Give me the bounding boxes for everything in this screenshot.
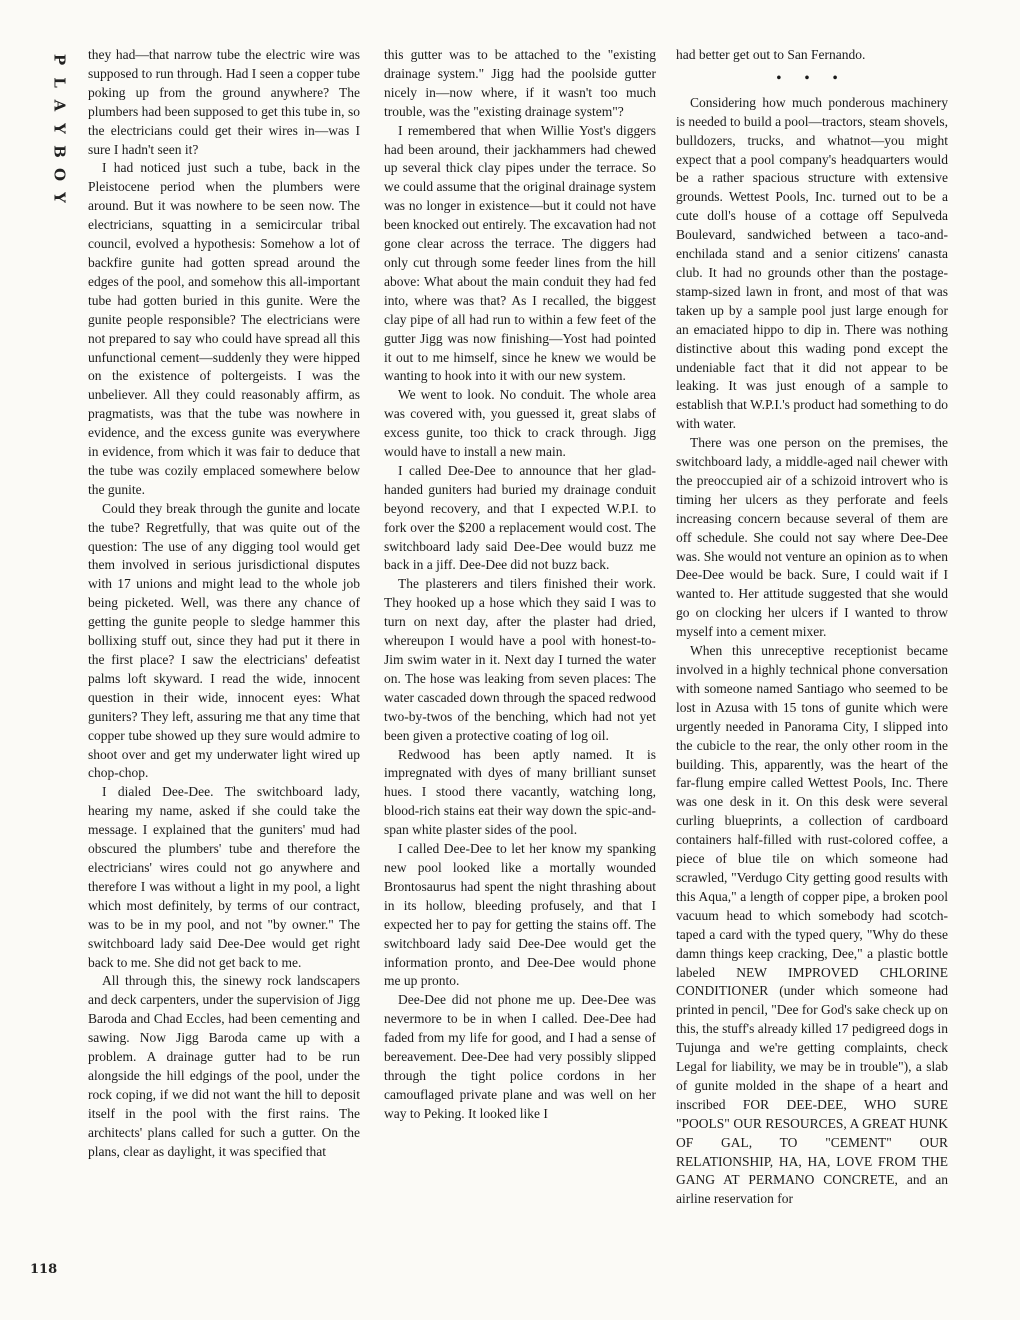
paragraph: I called Dee-Dee to announce that her glad-handed guniters had buried my drainage conduit beyond recovery, and that I expected W.P.I. to fork over the $200 a replacement would cost. The switchboard lady said Dee-Dee would buzz me back in a jiff. Dee-Dee did not buzz back. [384,462,656,573]
paragraph: Dee-Dee did not phone me up. Dee-Dee was nevermore to be in when I called. Dee-Dee had faded from my life for good, and I had a sense of bereavement. Dee-Dee had very possibly slipped through the tight police cordons in her camouflaged private plane and was well on her way to Peking. It looked like I [384,992,656,1121]
paragraph: Could they break through the gunite and locate the tube? Regretfully, that was quite out of the question: The use of any digging tool would get them involved in serious jurisdictional disputes with 17 unions and might lead to the whole job being picketed. Well, was there any chance of getting the gunite people to sledge hammer this bollixing stuff out, since they had put it there in the first place? I saw the electricians' defeatist palms loft skyward. I read the wide, innocent question in their wide, innocent eyes: What guniters? They left, assuring me that any time that copper tube showed up they sure would admire to shoot over and get my underwater light wired up chop-chop. [88,500,360,781]
paragraph: had better get out to San Fernando. [676,47,866,62]
paragraph: I had noticed just such a tube, back in the Pleistocene period when the plumbers were around. But it was nowhere to be seen now. The electricians, squatting in a semicircular tribal council, evolved a hypothesis: Somehow a lot of backfire gunite had gotten spread around the edges of the pool, and somehow this all-important tube had gotten buried in this gunite. Were the gunite people responsible? The electricians were not prepared to say who could have spread all this unfunctional cement—suddenly they were hipped on the existence of poltergeists. I was the unbeliever. All they could reasonably affirm, as pragmatists, was that the tube was nowhere in evidence, and the excess gunite was everywhere in evidence, from which it was fair to deduce that the tube was cozily emplaced somewhere below the gunite. [88,160,360,497]
running-head-letter: Y [50,123,69,134]
running-head-letter: O [50,167,69,182]
text-column-1 [88,46,360,1286]
text-column-2 [384,46,656,1286]
running-head-letter: Y [50,192,69,203]
paragraph: they had—that narrow tube the electric wire was supposed to run through. Had I seen a copper tube poking up from the ground anywhere? The plumbers had been supposed to get this tube in, so the electricians could get their wires in—was I sure I hadn't seen it? [88,47,360,157]
running-head-letter: P [50,53,69,66]
paragraph: All through this, the sinewy rock landscapers and deck carpenters, under the supervision of Jigg Baroda and Chad Eccles, had been cementing and sawing. Now Jigg Baroda came up with a problem. A drainage gutter had to be run alongside the hill edgings of the pool, under the rock coping, if we did not want the hill to deposit itself in the pool with the first rains. The architects' plans called for such a gutter. On the plans, clear as daylight, it was specified that [88,973,360,1159]
running-head-letter: L [50,77,69,88]
paragraph: Redwood has been aptly named. It is impregnated with dyes of many brilliant sunset hues. I stood there vacantly, watching long, blood-rich stains eat their way down the spic-and-span white plaster sides of the pool. [384,746,656,838]
page-number: 118 [30,1262,58,1277]
paragraph: We went to look. No conduit. The whole area was covered with, you guessed it, great slabs of excess gunite, too thick to crack through. Jigg would have to install a new main. [384,387,656,460]
running-head [48,48,70,209]
paragraph: There was one person on the premises, the switchboard lady, a middle-aged nail chewer with the preoccupied air of a schizoid introvert who is timing her ulcers as they perforate and feels increasing concern because several of them are off schedule. She could not say where Dee-Dee was. She would not venture an opinion as to when Dee-Dee would be back. Sure, I could wait if I wanted to. Her attitude suggested that she would go on clocking her ulcers if I wanted to throw myself into a cement mixer. [676,435,948,640]
paragraph: When this unreceptive receptionist became involved in a highly technical phone conversation with someone named Santiago who seemed to be lost in Azusa with 15 tons of gunite which were urgently needed in Panorama City, I slipped into the cubicle to the rear, the only other room in the building. This, apparently, was the heart of the far-flung empire called Wettest Pools, Inc. There was one desk in it. On this desk were several curling blueprints, a collection of cardboard containers half-filled with rust-colored coffee, a piece of blue tile on which someone had scrawled, "Verdugo City getting good results with this Aqua," a length of copper pipe, a broken pool vacuum head to which somebody had scotch-taped a card with the typed query, "Why do these damn things keep cracking, Dee," a plastic bottle labeled NEW IMPROVED CHLORINE CONDITIONER (under which someone had printed in pencil, "Dee for God's sake check up on this, the stuff's already killed 17 pedigreed dogs in Tujunga and we're getting complaints, check Legal for liability, we may be in trouble"), a slab of gunite molded in the shape of a heart and inscribed FOR DEE-DEE, WHO SURE "POOLS" OUR RESOURCES, A GREAT HUNK OF GAL, TO "CEMENT" OUR RELATIONSHIP, HA, HA, LOVE FROM THE GANG AT PERMANO CONCRETE, and an airline reservation for [676,643,948,1207]
paragraph: I remembered that when Willie Yost's diggers had been around, their jackhammers had chewed up several thick clay pipes under the terrace. So we could assume that the original drainage system was no longer in existence—but it could not have been knocked out entirely. The excavation had not gone clear across the terrace. The diggers had only cut through some feeder lines from the hill above: What about the main conduit they had fed into, where was that? As I recalled, the biggest clay pipe of all had run to within a few feet of the gutter Jigg was now finishing—Yost had pointed it out to me himself, since he knew we would be wanting to hook into it with our new system. [384,122,656,384]
paragraph: I dialed Dee-Dee. The switchboard lady, hearing my name, asked if she could take the message. I explained that the guniters' mud had obscured the plumbers' tube and therefore the electricians' wires could not go anywhere and therefore I was without a light in my pool, a light which most definitely, by terms of our contract, was to be in my pool, and not "by owner." The switchboard lady said Dee-Dee would get right back to me. She did not get back to me. [88,784,360,970]
text-column-3 [676,46,948,1286]
paragraph: Considering how much ponderous machinery is needed to build a pool—tractors, steam shovels, bulldozers, trucks, and whatnot—you might expect that a pool company's headquarters would be a rather spacious structure with extensive grounds. Wettest Pools, Inc. turned out to be a cute doll's house of a cottage off Sepulveda Boulevard, sandwiched between a taco-and-enchilada stand and a senior citizens' canasta club. It had no grounds other than the postage-stamp-sized lawn in front, and most of that was taken up by a sample pool just large enough for an emaciated hippo to dip in. There was nothing distinctive about this wading pond except the undeniable fact that it did not appear to be leaking. It was just enough of a sample to establish that W.P.I.'s product had something to do with water. [676,94,948,432]
running-head-letter: A [50,99,69,112]
paragraph: The plasterers and tilers finished their work. They hooked up a hose which they said I was to turn on next day, after the plaster had dried, whereupon I would have a pool with honest-to-Jim swim water in it. Next day I turned the water on. The hose was leaking from seven places: The water cascaded down through the spaced redwood two-by-twos of the benching, which had not yet been given a protective coating of log oil. [384,576,656,743]
paragraph: I called Dee-Dee to let her know my spanking new pool looked like a mortally wounded Brontosaurus had spent the night thrashing about in its hollow, bleeding profusely, and that I expected her to pay for getting the stains off. The switchboard lady said Dee-Dee would get the information pronto, and Dee-Dee would phone me up pronto. [384,841,656,989]
running-head-letter: B [50,145,69,158]
section-break: • • • [776,69,848,85]
paragraph: this gutter was to be attached to the "existing drainage system." Jigg had the poolside gutter nicely in—now where, if it wasn't too much trouble, was the "existing drainage system"? [384,47,656,119]
